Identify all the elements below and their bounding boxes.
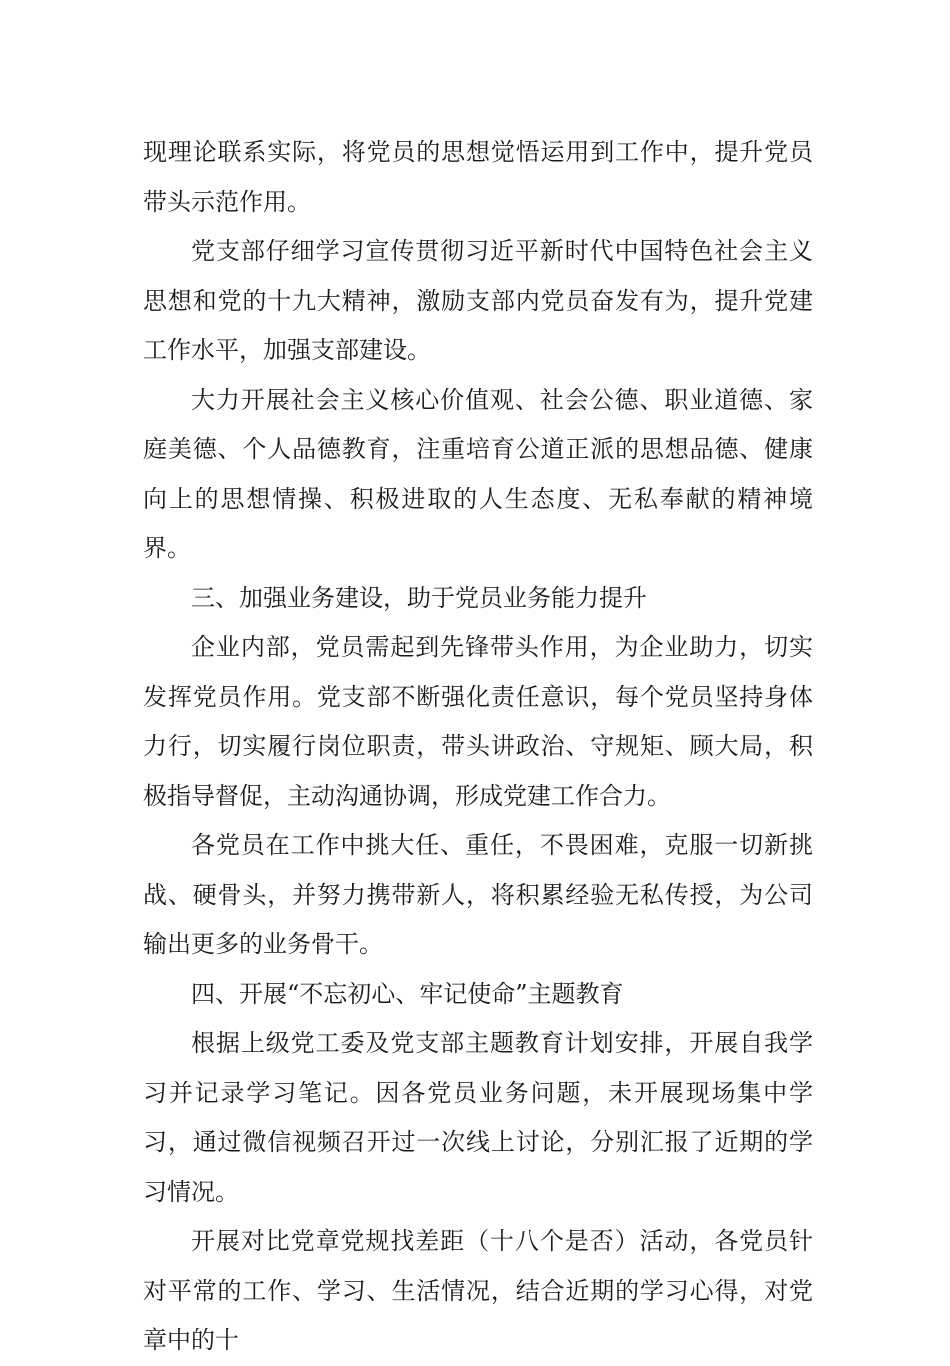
paragraph-core-values: 大力开展社会主义核心价值观、社会公德、职业道德、家庭美德、个人品德教育，注重培育公道正派的思想品德、健康向上的思想情操、积极进取的人生态度、无私奉献的精神境界。	[143, 385, 813, 562]
paragraph-continuation: 现理论联系实际，将党员的思想觉悟运用到工作中，提升党员带头示范作用。	[143, 138, 813, 216]
paragraph-enterprise: 企业内部，党员需起到先锋带头作用，为企业助力，切实发挥党员作用。党支部不断强化责任意识，每个党员坚持身体力行，切实履行岗位职责，带头讲政治、守规矩、顾大局，积极指导督促，主动沟通协调，形成党建工作合力。	[143, 633, 813, 810]
document-body	[143, 128, 813, 1366]
paragraph-study-thought: 党支部仔细学习宣传贯彻习近平新时代中国特色社会主义思想和党的十九大精神，激励支部内党员奋发有为，提升党建工作水平，加强支部建设。	[143, 237, 813, 364]
paragraph-party-constitution: 开展对比党章党规找差距（十八个是否）活动，各党员针对平常的工作、学习、生活情况，结合近期的学习心得，对党章中的十	[143, 1227, 813, 1354]
paragraph-theme-education: 根据上级党工委及党支部主题教育计划安排，开展自我学习并记录学习笔记。因各党员业务问题，未开展现场集中学习，通过微信视频召开过一次线上讨论，分别汇报了近期的学习情况。	[143, 1029, 813, 1206]
section-heading-3: 三、加强业务建设，助于党员业务能力提升	[191, 583, 647, 612]
paragraph-members-work: 各党员在工作中挑大任、重任，不畏困难，克服一切新挑战、硬骨头，并努力携带新人，将积累经验无私传授，为公司输出更多的业务骨干。	[143, 831, 813, 958]
section-heading-4: 四、开展“不忘初心、牢记使命”主题教育	[191, 979, 624, 1008]
